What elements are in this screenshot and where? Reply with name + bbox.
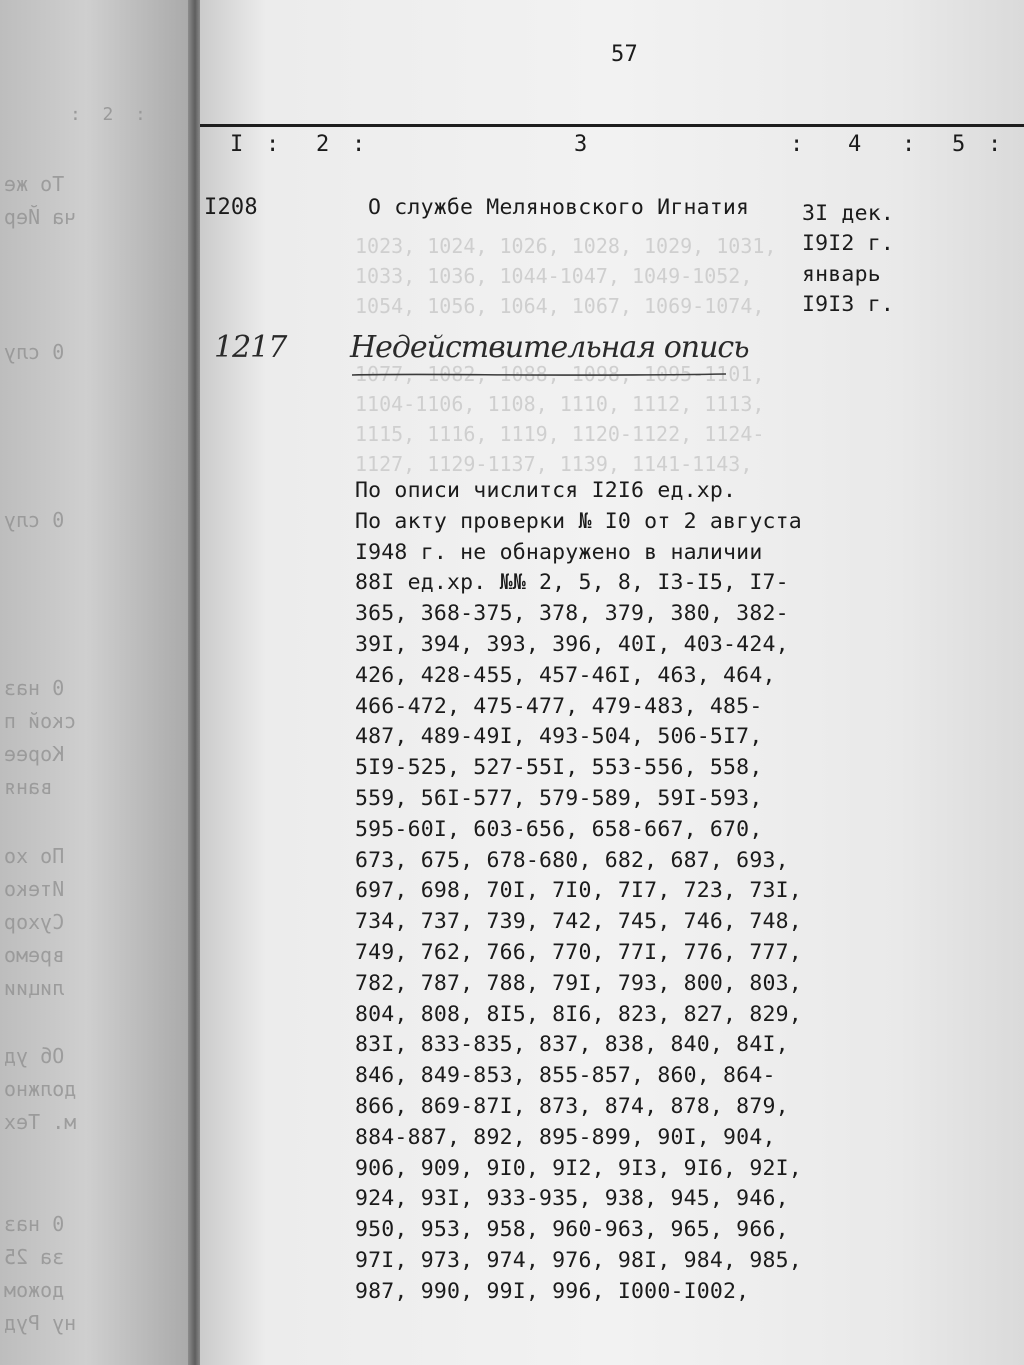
page-number: 57 (611, 42, 638, 67)
body-line: 697, 698, 70I, 7I0, 7I7, 723, 73I, (355, 878, 802, 904)
column-header-2: 2 (316, 132, 330, 157)
entry-date-line: 3I дек. (802, 201, 895, 226)
document-page (200, 0, 1024, 1365)
column-separator: : (352, 132, 366, 157)
body-line: 83I, 833-835, 837, 838, 840, 84I, (355, 1032, 789, 1058)
body-line: 88I ед.хр. №№ 2, 5, 8, I3-I5, I7- (355, 570, 789, 596)
column-separator: : (790, 132, 804, 157)
body-line: 749, 762, 766, 770, 77I, 776, 777, (355, 940, 802, 965)
handwritten-underline (350, 372, 730, 378)
previous-page: : 2 : То же ча Йер 0 слу 0 слу 0 наз ской п Корее ваня По хо Итеко Сухор времо лиции Об уд должно м. Тех 0 наз за 25 дожом ну Руд (0, 0, 192, 1365)
body-line: 924, 93I, 933-935, 938, 945, 946, (355, 1186, 789, 1212)
body-line: 673, 675, 678-680, 682, 687, 693, (355, 847, 789, 873)
bleed-through-text: 1023, 1024, 1026, 1028, 1029, 1031, (355, 234, 777, 258)
body-line: 365, 368-375, 378, 379, 380, 382- (355, 601, 789, 627)
body-line: 782, 787, 788, 79I, 793, 800, 803, (355, 970, 802, 996)
column-separator: : (902, 132, 916, 157)
body-line: 734, 737, 739, 742, 745, 746, 748, (355, 909, 802, 935)
body-line: 866, 869-87I, 873, 874, 878, 879, (355, 1094, 789, 1119)
body-line: 804, 808, 8I5, 8I6, 823, 827, 829, (355, 1001, 802, 1027)
body-line: 884-887, 892, 895-899, 90I, 904, (355, 1124, 776, 1150)
column-header-3: 3 (574, 132, 588, 157)
body-line: По акту проверки № I0 от 2 августа (355, 508, 802, 534)
body-line: 595-60I, 603-656, 658-667, 670, (355, 816, 763, 842)
body-line: 846, 849-853, 855-857, 860, 864- (355, 1063, 776, 1089)
body-line: 559, 56I-577, 579-589, 59I-593, (355, 786, 763, 811)
body-line: 466-472, 475-477, 479-483, 485- (355, 693, 763, 719)
bleed-through-text: 1115, 1116, 1119, 1120-1122, 1124- (355, 422, 765, 446)
body-line: 906, 909, 9I0, 9I2, 9I3, 9I6, 92I, (355, 1155, 802, 1181)
entry-title: О службе Меляновского Игнатия (368, 195, 750, 220)
bleed-through-text: 1104-1106, 1108, 1110, 1112, 1113, (355, 392, 765, 416)
bleed-through-text: 1077, 1082, 1088, 1098, 1095-1101, (355, 362, 765, 386)
bleed-through-text: 1054, 1056, 1064, 1067, 1069-1074, (355, 294, 765, 318)
body-line: I948 г. не обнаружено в наличии (355, 539, 763, 565)
handwritten-number: 1217 (214, 330, 287, 365)
body-line: 950, 953, 958, 960-963, 965, 966, (355, 1217, 789, 1243)
body-line: 487, 489-49I, 493-504, 506-5I7, (355, 724, 763, 750)
bleed-through-text: 1033, 1036, 1044-1047, 1049-1052, (355, 264, 753, 288)
bleed-through-text: 1127, 1129-1137, 1139, 1141-1143, (355, 452, 753, 476)
body-line: 987, 990, 99I, 996, I000-I002, (355, 1278, 750, 1304)
entry-date-line: I9I2 г. (802, 231, 895, 256)
column-header-5: 5 (952, 132, 966, 157)
handwritten-note: Недействительная опись (350, 330, 749, 365)
header-rule (200, 124, 1024, 127)
body-line: 426, 428-455, 457-46I, 463, 464, (355, 662, 776, 688)
column-header-4: 4 (848, 132, 862, 157)
column-separator: : (266, 132, 280, 157)
entry-number: I208 (204, 195, 258, 220)
column-header-1: I (230, 132, 244, 157)
entry-date-line: I9I3 г. (802, 292, 895, 317)
body-line: 97I, 973, 974, 976, 98I, 984, 985, (355, 1248, 802, 1273)
entry-date-line: январь (802, 262, 881, 287)
body-line: 5I9-525, 527-55I, 553-556, 558, (355, 755, 763, 781)
column-separator: : (988, 132, 1002, 157)
body-line: 39I, 394, 393, 396, 40I, 403-424, (355, 632, 789, 657)
body-line: По описи числится I2I6 ед.хр. (355, 478, 737, 503)
